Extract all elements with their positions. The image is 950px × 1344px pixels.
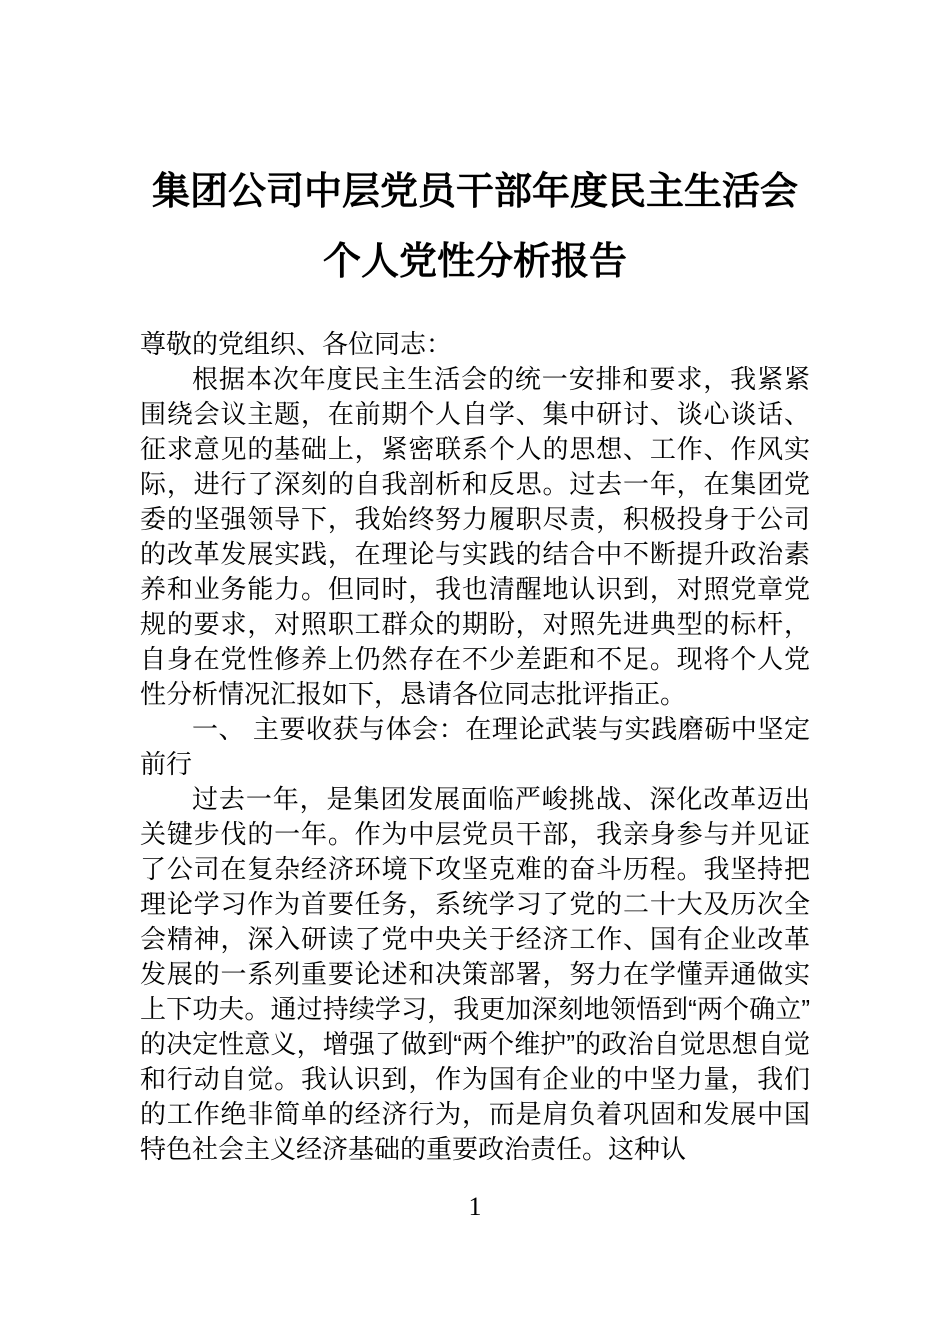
page-number: 1 bbox=[468, 1192, 482, 1221]
document-title: 集团公司中层党员干部年度民主生活会个人党性分析报告 bbox=[151, 171, 798, 283]
salutation: 尊敬的党组织、各位同志： bbox=[140, 329, 453, 359]
paragraph-section-1: 过去一年，是集团发展面临严峻挑战、深化改革迈出关键步伐的一年。作为中层党员干部，我亲身参与并见证了公司在复杂经济环境下攻坚克难的奋斗历程。我坚持把理论学习作为首要任务，系统学习了党的二十大及历次全会精神，深入研读了党中央关于经济工作、国有企业改革发展的一系列重要论述和决策部署，努力在学懂弄通做实上下功夫。通过持续学习，我更加深刻地领悟到“两个确立”的决定性意义，增强了做到“两个维护”的政治自觉思想自觉和行动自觉。我认识到，作为国有企业的中坚力量，我们的工作绝非简单的经济行为，而是肩负着巩固和发展中国特色社会主义经济基础的重要政治责任。这种认 bbox=[140, 784, 810, 1164]
paragraph-intro: 根据本次年度民主生活会的统一安排和要求，我紧紧围绕会议主题，在前期个人自学、集中研讨、谈心谈话、征求意见的基础上，紧密联系个人的思想、工作、作风实际，进行了深刻的自我剖析和反思。过去一年，在集团党委的坚强领导下，我始终努力履职尽责，积极投身于公司的改革发展实践，在理论与实践的结合中不断提升政治素养和业务能力。但同时，我也清醒地认识到，对照党章党规的要求，对照职工群众的期盼，对照先进典型的标杆，自身在党性修养上仍然存在不少差距和不足。现将个人党性分析情况汇报如下，恳请各位同志批评指正。 bbox=[140, 364, 810, 709]
section-heading-1: 一、 主要收获与体会：在理论武装与实践磨砺中坚定前行 bbox=[140, 714, 810, 779]
document-body bbox=[140, 327, 810, 1167]
